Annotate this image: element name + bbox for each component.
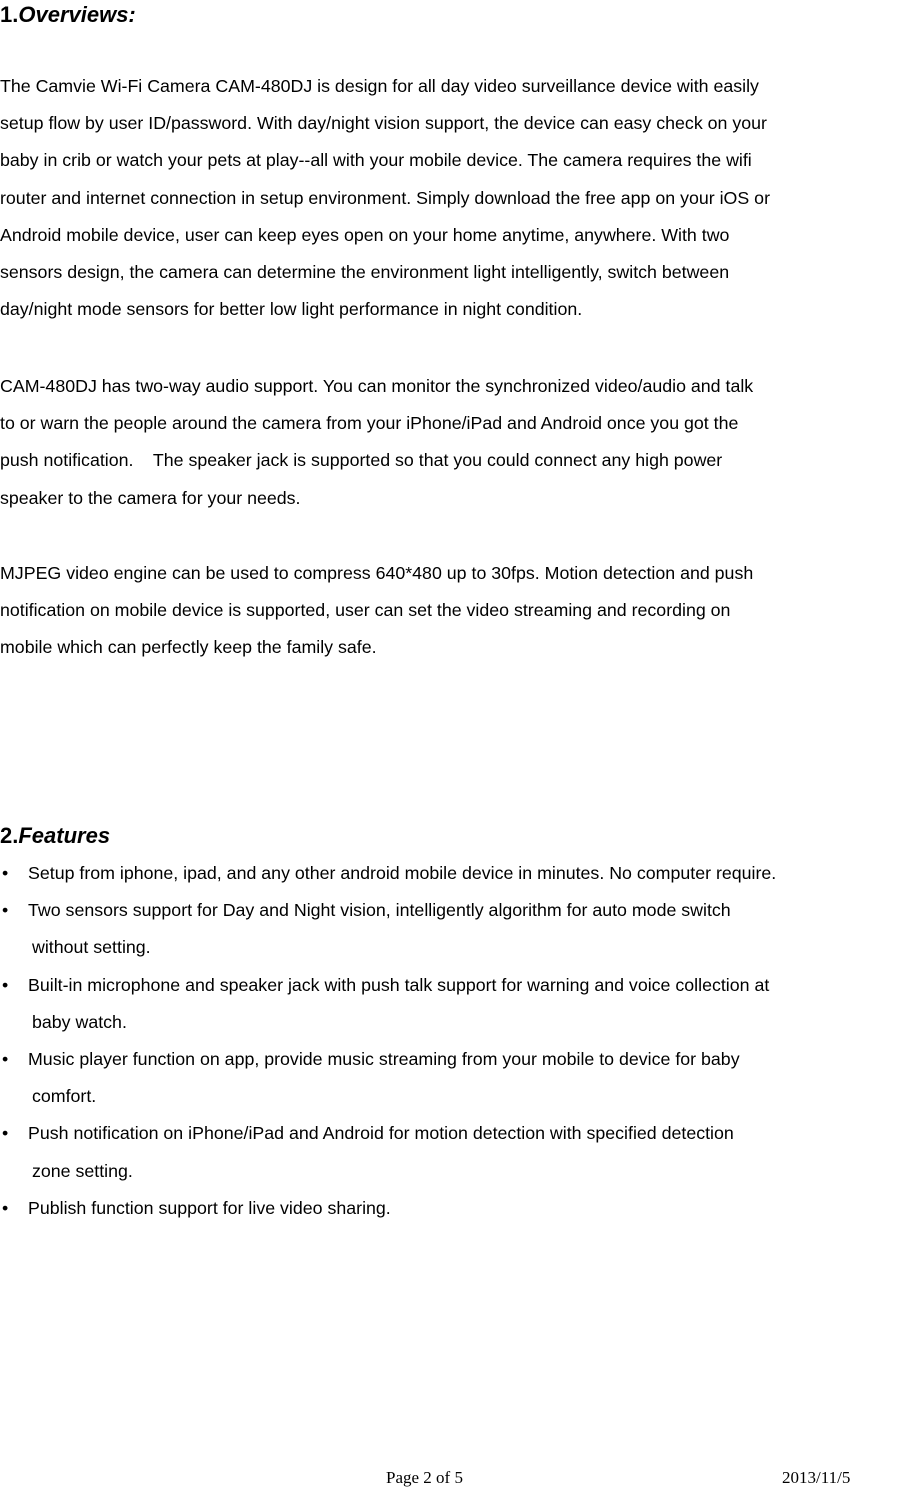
overview-paragraph-1 bbox=[0, 68, 914, 328]
feature-text-continued: baby watch. bbox=[32, 1011, 127, 1032]
text-line: setup flow by user ID/password. With day/night vision support, the device can easy check on your bbox=[0, 113, 767, 134]
features-list bbox=[0, 855, 914, 1227]
feature-text-continued: comfort. bbox=[32, 1086, 97, 1107]
text-line: mobile which can perfectly keep the family safe. bbox=[0, 637, 377, 658]
bullet: • bbox=[2, 1197, 9, 1218]
text-line: speaker to the camera for your needs. bbox=[0, 487, 301, 508]
text-line: baby in crib or watch your pets at play--all with your mobile device. The camera requires the wifi bbox=[0, 150, 752, 171]
text-line: notification on mobile device is supported, user can set the video streaming and recording on bbox=[0, 600, 731, 621]
section-number: 2. bbox=[0, 823, 19, 848]
section-heading-features bbox=[0, 823, 110, 849]
feature-item bbox=[0, 1190, 914, 1227]
footer-date: 2013/11/5 bbox=[782, 1468, 851, 1487]
feature-item bbox=[0, 1041, 914, 1115]
text-line: The Camvie Wi-Fi Camera CAM-480DJ is design for all day video surveillance device with easily bbox=[0, 76, 759, 96]
feature-text: Two sensors support for Day and Night vision, intelligently algorithm for auto mode switch bbox=[28, 900, 731, 921]
feature-text: Publish function support for live video sharing. bbox=[28, 1197, 391, 1218]
text-line: day/night mode sensors for better low light performance in night condition. bbox=[0, 299, 583, 320]
bullet: • bbox=[2, 1123, 9, 1144]
feature-text: Built-in microphone and speaker jack with push talk support for warning and voice collection at bbox=[28, 974, 770, 995]
text-line: to or warn the people around the camera from your iPhone/iPad and Android once you got the bbox=[0, 413, 739, 434]
feature-item bbox=[0, 892, 914, 966]
bullet: • bbox=[2, 863, 9, 883]
feature-item bbox=[0, 967, 914, 1041]
section-heading-overviews bbox=[0, 2, 136, 28]
text-line: MJPEG video engine can be used to compress 640*480 up to 30fps. Motion detection and push bbox=[0, 563, 754, 583]
text-line: sensors design, the camera can determine the environment light intelligently, switch between bbox=[0, 262, 730, 283]
text-line: CAM-480DJ has two-way audio support. You can monitor the synchronized video/audio and talk bbox=[0, 376, 754, 396]
text-line: Android mobile device, user can keep eyes open on your home anytime, anywhere. With two bbox=[0, 224, 730, 245]
bullet: • bbox=[2, 974, 9, 995]
section-title: Overviews: bbox=[18, 2, 136, 27]
overview-paragraph-2 bbox=[0, 368, 914, 517]
feature-text: Setup from iphone, ipad, and any other android mobile device in minutes. No computer require. bbox=[28, 863, 777, 883]
feature-text-continued: zone setting. bbox=[32, 1160, 133, 1181]
feature-text: Push notification on iPhone/iPad and Android for motion detection with specified detection bbox=[28, 1123, 734, 1144]
bullet: • bbox=[2, 900, 9, 921]
feature-item bbox=[0, 855, 914, 892]
page-number: Page 2 of 5 bbox=[386, 1468, 463, 1487]
overview-paragraph-3 bbox=[0, 555, 914, 667]
feature-text: Music player function on app, provide music streaming from your mobile to device for baby bbox=[28, 1049, 740, 1070]
section-number: 1. bbox=[0, 2, 19, 27]
feature-text-continued: without setting. bbox=[32, 937, 151, 958]
feature-item bbox=[0, 1115, 914, 1189]
section-title: Features bbox=[18, 823, 111, 848]
text-line: push notification. The speaker jack is supported so that you could connect any high power bbox=[0, 450, 723, 471]
text-line: router and internet connection in setup environment. Simply download the free app on your iOS or bbox=[0, 187, 770, 208]
bullet: • bbox=[2, 1049, 9, 1070]
